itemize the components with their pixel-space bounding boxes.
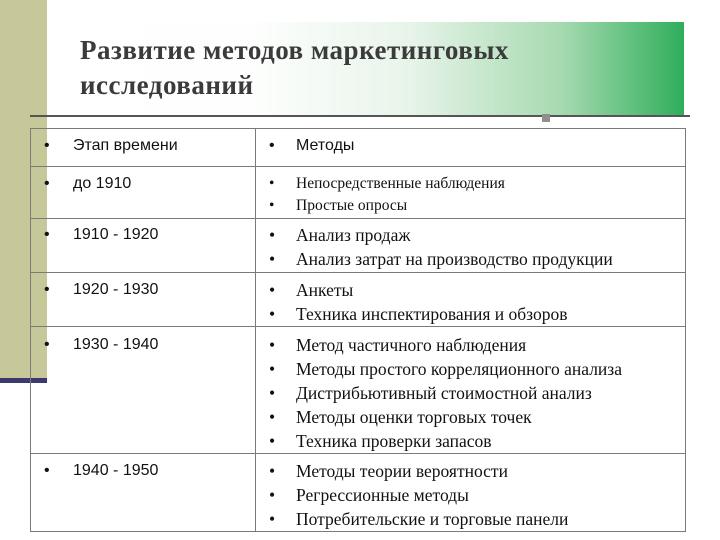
method-label: Методы оценки торговых точек [296, 407, 532, 427]
method-item [256, 333, 685, 357]
method-item [256, 459, 685, 483]
method-item [256, 302, 685, 326]
table-header-row [31, 129, 686, 167]
bullet-icon: • [269, 175, 275, 192]
bullet-icon: • [269, 197, 275, 214]
bullet-icon: • [44, 281, 50, 298]
method-item [256, 173, 685, 195]
method-item [256, 483, 685, 507]
bullet-icon: • [44, 175, 50, 192]
table-row [31, 219, 686, 273]
method-item [256, 195, 685, 217]
slide-title [80, 33, 640, 103]
period-cell [31, 327, 256, 454]
method-item [256, 223, 685, 247]
period-cell [31, 454, 256, 532]
method-item [256, 381, 685, 405]
period-cell [31, 167, 256, 219]
bullet-icon: • [269, 225, 276, 245]
period-label: 1940 - 1950 [73, 462, 159, 479]
bullet-icon: • [44, 137, 50, 154]
title-divider [30, 115, 690, 117]
bullet-icon: • [44, 336, 50, 353]
method-label: Регрессионные методы [296, 485, 469, 505]
table-row [31, 327, 686, 454]
method-item [256, 247, 685, 271]
bullet-icon: • [269, 509, 276, 529]
method-label: Анкеты [296, 280, 354, 300]
methods-table [30, 128, 686, 532]
header-period-label: Этап времени [73, 137, 178, 154]
methods-cell [256, 327, 686, 454]
header-methods-label: Методы [296, 137, 355, 154]
bullet-icon: • [269, 383, 276, 403]
bullet-icon: • [269, 461, 276, 481]
period-label: 1920 - 1930 [73, 281, 159, 298]
table-row [31, 167, 686, 219]
methods-cell [256, 167, 686, 219]
method-label: Методы простого корреляционного анализа [296, 359, 622, 379]
bullet-icon: • [44, 226, 50, 243]
period-label: 1910 - 1920 [73, 226, 159, 243]
method-label: Потребительские и торговые панели [296, 509, 569, 529]
bullet-icon: • [269, 359, 276, 379]
method-label: Непосредственные наблюдения [296, 175, 505, 192]
method-item [256, 278, 685, 302]
period-cell [31, 273, 256, 327]
table-row [31, 454, 686, 532]
methods-cell [256, 454, 686, 532]
bullet-icon: • [269, 280, 276, 300]
method-item [256, 429, 685, 453]
bullet-icon: • [269, 335, 276, 355]
bullet-icon: • [269, 137, 275, 154]
method-label: Техника инспектирования и обзоров [296, 304, 568, 324]
methods-cell [256, 219, 686, 273]
method-label: Дистрибьютивный стоимостной анализ [296, 383, 592, 403]
decorative-square [542, 114, 550, 122]
title-line-1: Развитие методов маркетинговых [80, 35, 509, 65]
header-cell-methods [256, 129, 686, 167]
bullet-icon: • [269, 407, 276, 427]
method-item [256, 507, 685, 531]
bullet-icon: • [269, 431, 276, 451]
bullet-icon: • [269, 304, 276, 324]
period-label: 1930 - 1940 [73, 336, 159, 353]
method-label: Анализ продаж [296, 225, 411, 245]
bullet-icon: • [269, 249, 276, 269]
header-cell-period [31, 129, 256, 167]
methods-cell [256, 273, 686, 327]
method-label: Простые опросы [296, 197, 408, 214]
period-label: до 1910 [73, 175, 132, 192]
method-label: Анализ затрат на производство продукции [296, 249, 613, 269]
method-label: Техника проверки запасов [296, 431, 492, 451]
bullet-icon: • [44, 462, 50, 479]
method-item [256, 405, 685, 429]
period-cell [31, 219, 256, 273]
table-row [31, 273, 686, 327]
method-label: Методы теории вероятности [296, 461, 508, 481]
title-line-2: исследований [80, 70, 254, 100]
method-label: Метод частичного наблюдения [296, 335, 527, 355]
bullet-icon: • [269, 485, 276, 505]
method-item [256, 357, 685, 381]
